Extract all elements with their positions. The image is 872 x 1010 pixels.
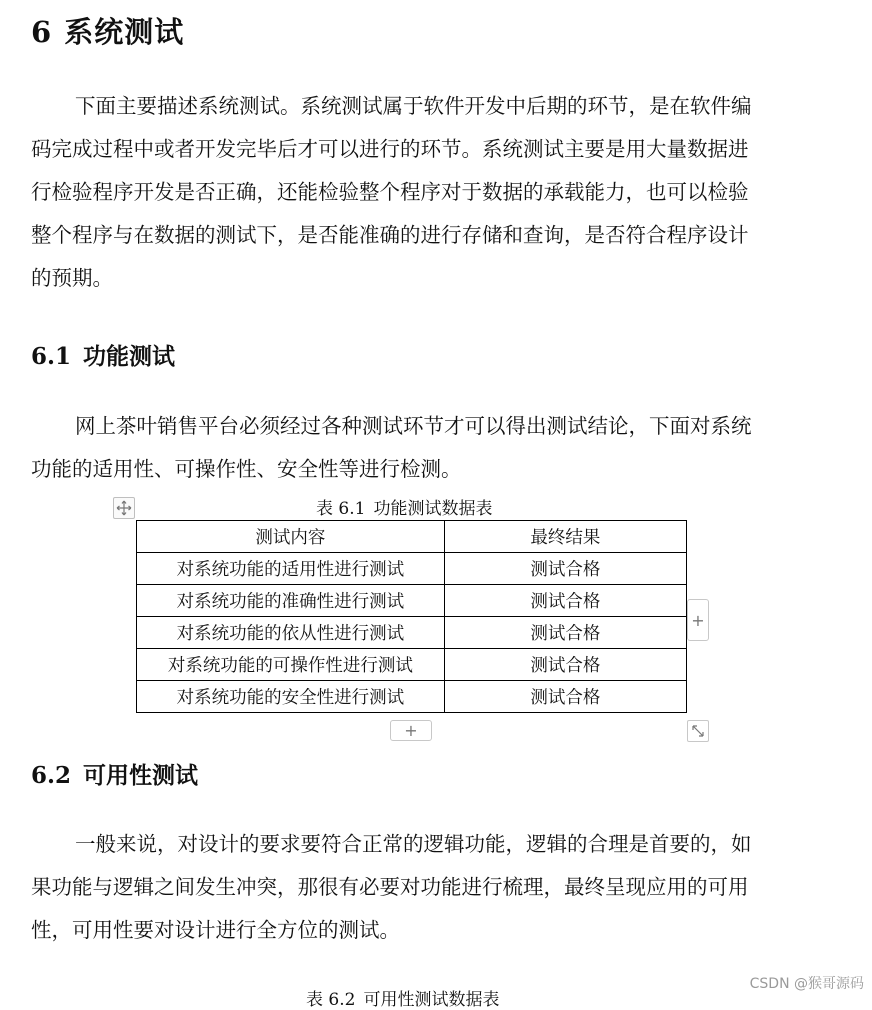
table-cell[interactable]: 对系统功能的适用性进行测试 — [137, 553, 445, 585]
paragraph-line: 的预期。 — [31, 266, 113, 290]
plus-icon: + — [691, 610, 705, 630]
table-header-cell[interactable]: 最终结果 — [444, 521, 686, 553]
table-cell[interactable]: 测试合格 — [444, 681, 686, 713]
table-row — [137, 649, 687, 681]
paragraph-line: 网上茶叶销售平台必须经过各种测试环节才可以得出测试结论，下面对系统 — [75, 414, 752, 438]
table-caption-number: 表 6.2 — [306, 990, 356, 1010]
paragraph-line: 码完成过程中或者开发完毕后才可以进行的环节。系统测试主要是用大量数据进 — [31, 137, 749, 161]
section-title: 可用性测试 — [83, 762, 199, 789]
table-row — [137, 585, 687, 617]
paragraph-line: 整个程序与在数据的测试下，是否能准确的进行存储和查询，是否符合程序设计 — [31, 223, 749, 247]
table-row — [137, 681, 687, 713]
table-cell[interactable]: 测试合格 — [444, 585, 686, 617]
table-caption-6-2 — [306, 985, 499, 1010]
add-row-button[interactable] — [390, 720, 432, 741]
table-cell[interactable]: 测试合格 — [444, 553, 686, 585]
add-column-button[interactable] — [687, 599, 709, 641]
table-caption-text: 可用性测试数据表 — [363, 990, 500, 1010]
section-number: 6.1 — [31, 343, 72, 370]
paragraph-line: 果功能与逻辑之间发生冲突，那很有必要对功能进行梳理，最终呈现应用的可用 — [31, 875, 749, 899]
table-cell[interactable]: 测试合格 — [444, 649, 686, 681]
paragraph-line: 下面主要描述系统测试。系统测试属于软件开发中后期的环节，是在软件编 — [75, 94, 752, 118]
section-6-1-paragraph — [31, 405, 801, 491]
table-cell[interactable]: 对系统功能的可操作性进行测试 — [137, 649, 445, 681]
table-cell[interactable]: 对系统功能的安全性进行测试 — [137, 681, 445, 713]
table-header-cell[interactable]: 测试内容 — [137, 521, 445, 553]
paragraph-line: 行检验程序开发是否正确，还能检验整个程序对于数据的承载能力，也可以检验 — [31, 180, 749, 204]
table-move-handle[interactable] — [113, 497, 135, 519]
section-heading-6-2 — [31, 757, 198, 790]
section-number: 6.2 — [31, 762, 72, 789]
move-icon — [116, 500, 132, 516]
section-6-2-paragraph — [31, 823, 801, 952]
table-caption — [316, 494, 492, 519]
intro-paragraph — [31, 85, 801, 300]
table-resize-handle[interactable] — [687, 720, 709, 742]
plus-icon: + — [404, 721, 418, 740]
chapter-number: 6 — [31, 15, 53, 49]
paragraph-line: 性，可用性要对设计进行全方位的测试。 — [31, 918, 400, 942]
table-header-row — [137, 521, 687, 553]
watermark: CSDN @猴哥源码 — [750, 973, 864, 993]
table-cell[interactable]: 测试合格 — [444, 617, 686, 649]
table-row — [137, 553, 687, 585]
table-row — [137, 617, 687, 649]
table-caption-text: 功能测试数据表 — [373, 499, 493, 519]
chapter-heading — [31, 10, 184, 51]
function-test-table — [136, 520, 687, 713]
section-heading-6-1 — [31, 338, 175, 371]
table-caption-number: 表 6.1 — [316, 499, 366, 519]
paragraph-line: 一般来说，对设计的要求要符合正常的逻辑功能，逻辑的合理是首要的，如 — [75, 832, 752, 856]
paragraph-line: 功能的适用性、可操作性、安全性等进行检测。 — [31, 457, 462, 481]
section-title: 功能测试 — [83, 343, 176, 370]
resize-icon — [690, 723, 706, 739]
chapter-title: 系统测试 — [64, 15, 185, 49]
table-cell[interactable]: 对系统功能的准确性进行测试 — [137, 585, 445, 617]
table-cell[interactable]: 对系统功能的依从性进行测试 — [137, 617, 445, 649]
